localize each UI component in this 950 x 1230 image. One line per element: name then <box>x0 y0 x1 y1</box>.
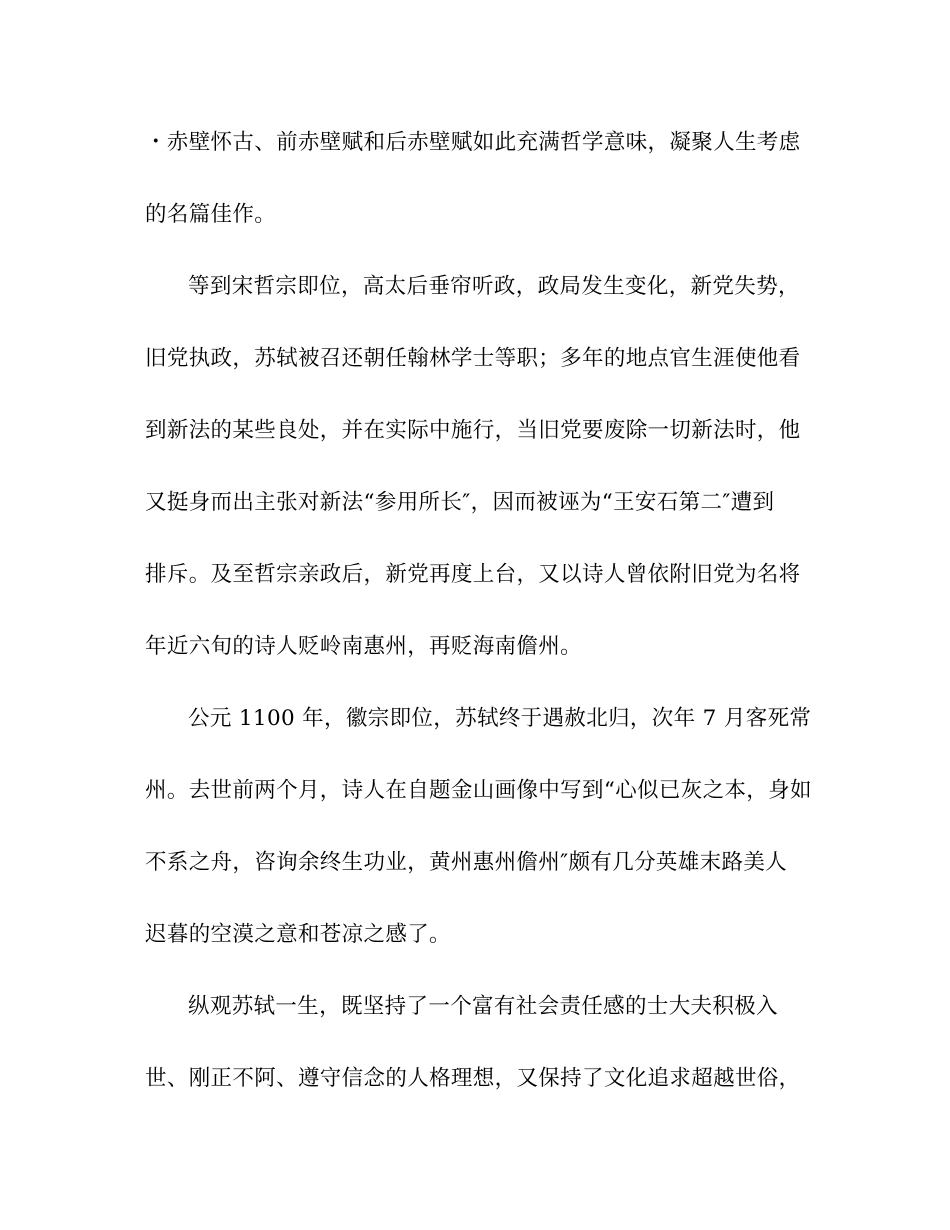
text-line: 旧党执政，苏轼被召还朝任翰林学士等职；多年的地点官生涯使他看 <box>145 346 801 371</box>
text-line: 的名篇佳作。 <box>145 202 277 227</box>
text-line: ・赤壁怀古、前赤壁赋和后赤壁赋如此充满哲学意味，凝聚人生考虑 <box>145 130 801 155</box>
text-line: 不系之舟，咨询余终生功业，黄州惠州儋州″颇有几分英雄末路美人 <box>145 850 788 875</box>
text-line: 又挺身而出主张对新法“参用所长″，因而被诬为“王安石第二″遭到 <box>145 490 775 515</box>
text-line: 年近六旬的诗人贬岭南惠州，再贬海南儋州。 <box>145 634 583 659</box>
text-line: 排斥。及至哲宗亲政后，新党再度上台，又以诗人曾依附旧党为名将 <box>145 562 801 587</box>
text-line: 到新法的某些良处，并在实际中施行，当旧党要废除一切新法时，他 <box>145 418 801 443</box>
text-line: 州。去世前两个月，诗人在自题金山画像中写到“心似已灰之本，身如 <box>145 778 812 803</box>
paragraph-start-line: 公元 1100 年，徽宗即位，苏轼终于遇赦北归，次年 7 月客死常 <box>188 706 812 731</box>
paragraph-start-line: 等到宋哲宗即位，高太后垂帘听政，政局发生变化，新党失势， <box>188 274 800 299</box>
text-line: 世、刚正不阿、遵守信念的人格理想，又保持了文化追求超越世俗， <box>145 1066 801 1091</box>
paragraph-start-line: 纵观苏轼一生，既坚持了一个富有社会责任感的士大夫积极入 <box>188 994 778 1019</box>
text-line: 迟暮的空漠之意和苍凉之感了。 <box>145 922 451 947</box>
